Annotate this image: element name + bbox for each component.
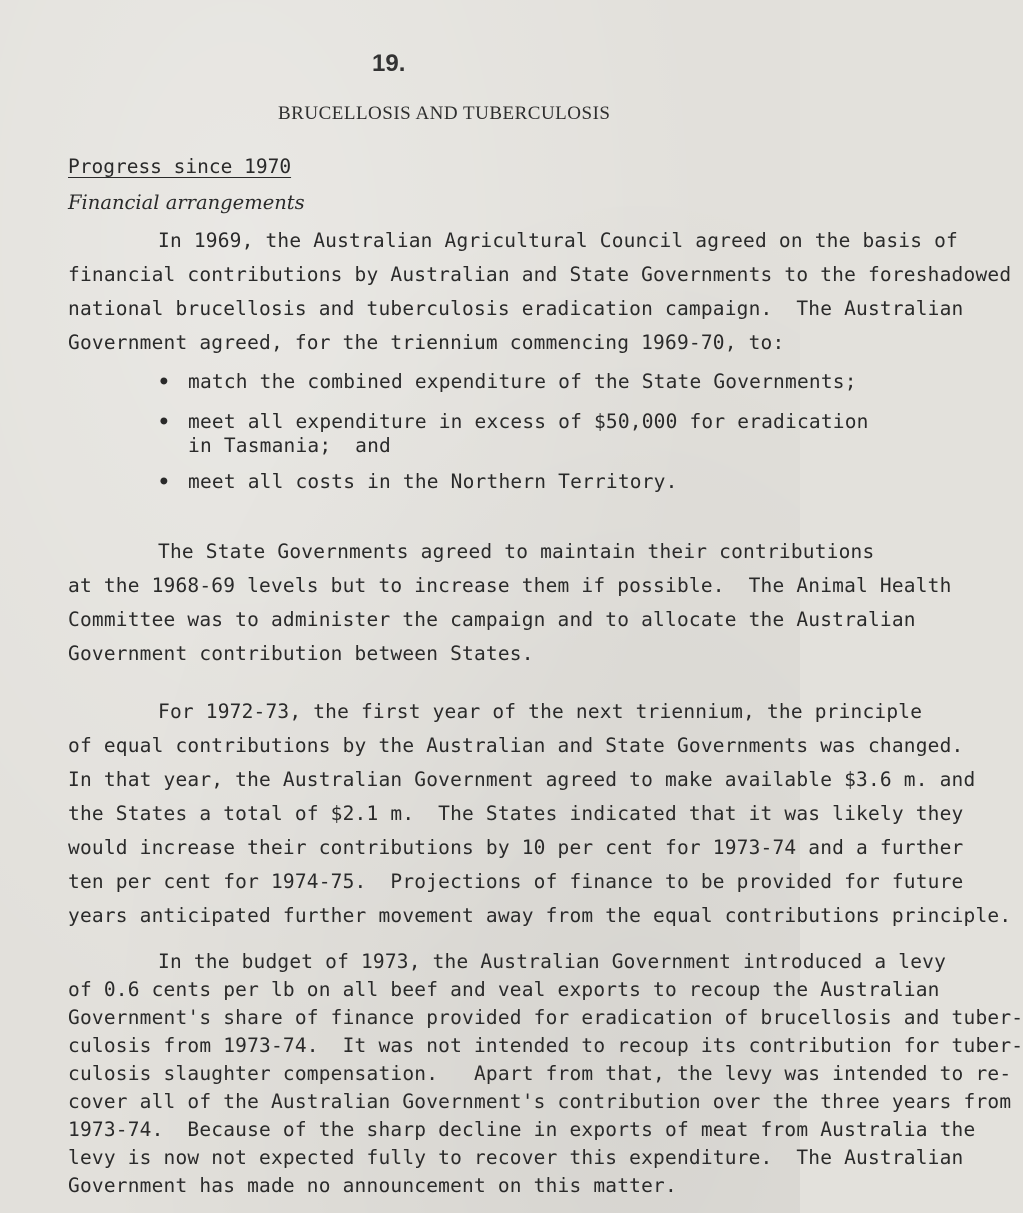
paragraph-3-line: ten per cent for 1974-75. Projections of finance to be provided for future: [68, 870, 964, 893]
paragraph-4-line: Government's share of finance provided for eradication of brucellosis and tuber-: [68, 1006, 1023, 1029]
paragraph-4-line: Government has made no announcement on this matter.: [68, 1174, 677, 1197]
bullet-marker: •: [158, 470, 170, 493]
paragraph-1-line: In 1969, the Australian Agricultural Council agreed on the basis of: [158, 229, 958, 252]
paragraph-4-line: levy is now not expected fully to recover this expenditure. The Australian: [68, 1146, 964, 1169]
paragraph-3-line: of equal contributions by the Australian and State Governments was changed.: [68, 734, 964, 757]
paragraph-2-line: at the 1968-69 levels but to increase them if possible. The Animal Health: [68, 574, 952, 597]
paragraph-2-line: The State Governments agreed to maintain their contributions: [158, 540, 875, 563]
paragraph-1-line: Government agreed, for the triennium commencing 1969-70, to:: [68, 331, 785, 354]
sub-heading: Financial arrangements: [68, 191, 305, 214]
bullet-marker: •: [158, 370, 170, 393]
paragraph-4-line: cover all of the Australian Government's contribution over the three years from: [68, 1090, 1012, 1113]
paragraph-3-line: the States a total of $2.1 m. The States indicated that it was likely they: [68, 802, 964, 825]
paragraph-2-line: Government contribution between States.: [68, 642, 534, 665]
document-title: BRUCELLOSIS AND TUBERCULOSIS: [278, 103, 611, 124]
paragraph-4-line: of 0.6 cents per lb on all beef and veal exports to recoup the Australian: [68, 978, 940, 1001]
page-number: 19.: [372, 50, 406, 77]
paragraph-2-line: Committee was to administer the campaign and to allocate the Australian: [68, 608, 916, 631]
bullet-item-text: match the combined expenditure of the State Governments;: [188, 370, 857, 393]
section-heading: Progress since 1970: [68, 155, 292, 178]
paragraph-4-line: culosis from 1973-74. It was not intended to recoup its contribution for tuber-: [68, 1034, 1023, 1057]
paragraph-4-line: In the budget of 1973, the Australian Government introduced a levy: [158, 950, 947, 973]
paragraph-4-line: culosis slaughter compensation. Apart from that, the levy was intended to re-: [68, 1062, 1012, 1085]
paragraph-3-line: years anticipated further movement away from the equal contributions principle.: [68, 904, 1012, 927]
paragraph-1-line: financial contributions by Australian and State Governments to the foreshadowed: [68, 263, 1012, 286]
paragraph-3-line: For 1972-73, the first year of the next triennium, the principle: [158, 700, 923, 723]
bullet-item-text: in Tasmania; and: [188, 434, 391, 457]
bullet-item-text: meet all costs in the Northern Territory.: [188, 470, 678, 493]
bullet-marker: •: [158, 410, 170, 433]
paragraph-4-line: 1973-74. Because of the sharp decline in exports of meat from Australia the: [68, 1118, 976, 1141]
bullet-item-text: meet all expenditure in excess of $50,000 for eradication: [188, 410, 869, 433]
paragraph-1-line: national brucellosis and tuberculosis eradication campaign. The Australian: [68, 297, 964, 320]
paragraph-3-line: would increase their contributions by 10 per cent for 1973-74 and a further: [68, 836, 964, 859]
paragraph-3-line: In that year, the Australian Government agreed to make available $3.6 m. and: [68, 768, 976, 791]
